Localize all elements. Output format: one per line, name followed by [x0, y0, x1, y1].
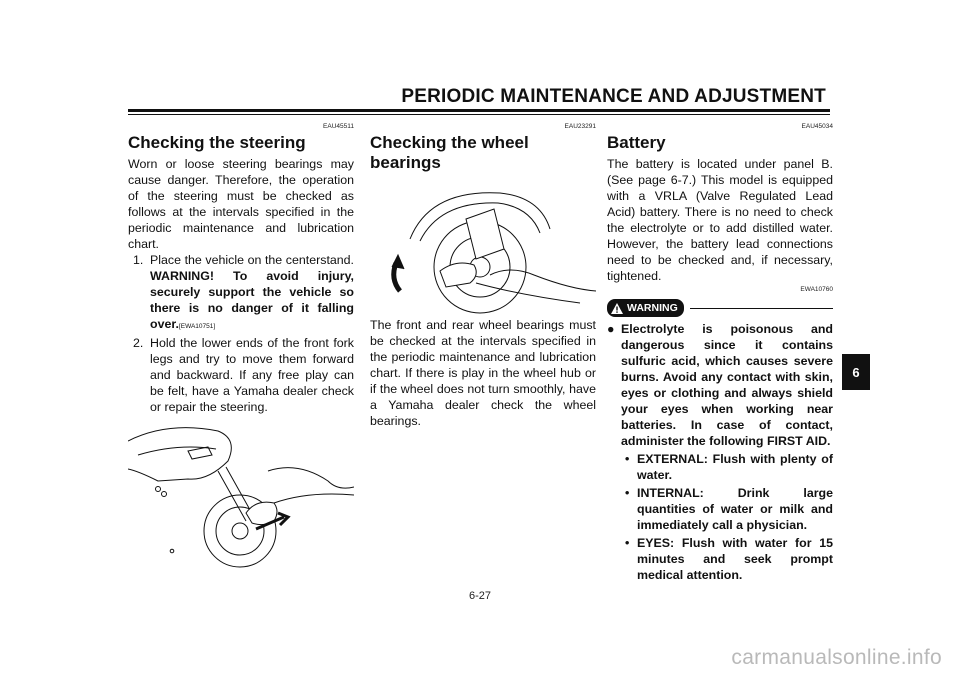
- warning-badge: [607, 299, 684, 317]
- warning-triangle-icon: [611, 303, 623, 314]
- warning-header: [607, 299, 833, 317]
- step-2: [128, 335, 354, 415]
- step-text: Hold the lower ends of the front fork legs and try to move them forward and backward. If any free play can be felt, have a Yamaha dealer check or repair the steering.: [150, 336, 354, 414]
- wheel-bearing-text: The front and rear wheel bearings must be checked at the intervals specified in the periodic maintenance and lubrication chart. If there is play in the wheel hub or if the wheel does not turn smoothly, have a Yamaha dealer check the wheel bearings.: [370, 318, 596, 428]
- step-number: 1.: [133, 253, 144, 267]
- bullet-icon: •: [625, 536, 630, 550]
- section-code: EAU45511: [323, 123, 354, 130]
- list-item: [621, 485, 833, 533]
- list-item: [621, 535, 833, 583]
- step-warning: WARNING! To avoid injury, securely support the vehicle so there is no danger of it falling over.: [150, 269, 354, 331]
- section-code: EAU23291: [564, 123, 596, 130]
- watermark: carmanualsonline.info: [731, 646, 942, 669]
- warning-rule: [690, 308, 833, 309]
- header-rule: [128, 109, 830, 112]
- first-aid-internal: INTERNAL: Drink large quantities of water or milk and immediately call a physician.: [637, 486, 833, 532]
- page-header-title: PERIODIC MAINTENANCE AND ADJUSTMENT: [401, 86, 826, 107]
- section-code: EAU45034: [801, 123, 833, 130]
- steering-intro: Worn or loose steering bearings may cause danger. Therefore, the operation of the steering must be checked as follows at the intervals specified in the periodic maintenance and lubrication chart.: [128, 157, 354, 251]
- bullet-icon: •: [625, 486, 630, 500]
- warning-text: Electrolyte is poisonous and dangerous since it contains sulfuric acid, which causes severe burns. Avoid any contact with skin, eyes or clothing and always shield your eyes when working near batteries. In case of contact, administer the following FIRST AID.: [621, 322, 833, 448]
- wheel-bearing-illustration: [370, 179, 596, 317]
- chapter-tab: 6: [842, 354, 870, 390]
- first-aid-external: EXTERNAL: Flush with plenty of water.: [637, 452, 833, 482]
- warning-label: WARNING: [627, 302, 678, 314]
- header-rule-thin: [128, 114, 830, 115]
- column-battery: [607, 122, 833, 585]
- first-aid-eyes: EYES: Flush with water for 15 minutes and seek prompt medical attention.: [637, 536, 833, 582]
- warning-code: [EWA10751]: [178, 323, 216, 330]
- warning-bullet: [607, 321, 833, 583]
- step-number: 2.: [133, 336, 144, 350]
- steering-illustration: [128, 421, 354, 574]
- section-title-wheel-bearings: Checking the wheel bearings: [370, 133, 529, 172]
- list-item: [621, 451, 833, 483]
- battery-text: The battery is located under panel B. (See page 6-7.) This model is equipped with a VRLA (Valve Regulated Lead Acid) battery. There is no need to check the electrolyte or to add distilled water. However, the battery lead connections need to be checked and, if necessary, tightened.: [607, 157, 833, 283]
- step-text: Place the vehicle on the centerstand.: [150, 253, 354, 267]
- column-steering: [128, 122, 354, 574]
- warning-code: EWA10760: [800, 286, 833, 293]
- bullet-icon: ●: [607, 322, 615, 336]
- page-number: 6-27: [468, 590, 492, 602]
- bullet-icon: •: [625, 452, 630, 466]
- section-title-steering: Checking the steering: [128, 133, 306, 152]
- section-title-battery: Battery: [607, 133, 666, 152]
- column-wheel-bearings: [370, 122, 596, 429]
- step-1: [128, 252, 354, 335]
- first-aid-list: [621, 451, 833, 583]
